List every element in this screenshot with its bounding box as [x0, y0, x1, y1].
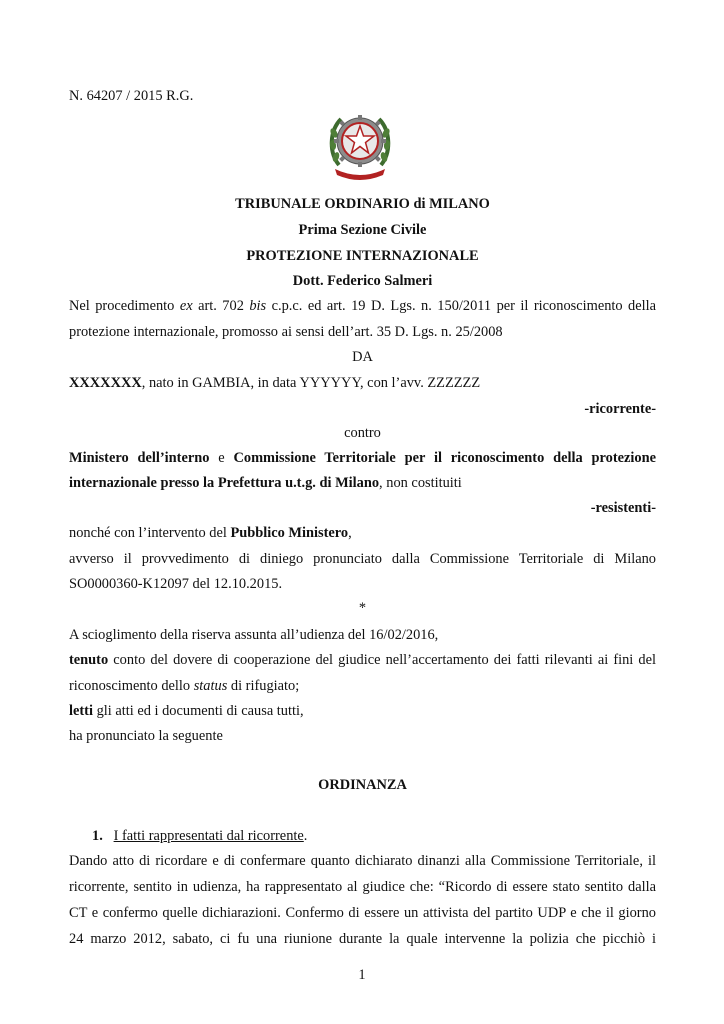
avverso-line-2: SO0000360-K12097 del 12.10.2015. — [69, 576, 283, 592]
avverso-line-1: avverso il provvedimento di diniego pronunciato dalla Commissione Territoriale di Milano — [69, 551, 656, 567]
proceeding-line-1: Nel procedimento ex art. 702 bis c.p.c. ed art. 19 D. Lgs. n. 150/2011 per il riconoscimento della — [69, 298, 657, 314]
tenuto-line-2: riconoscimento dello status di rifugiato; — [69, 678, 300, 694]
resistenti-line-1: Ministero dell’interno e Commissione Territoriale per il riconoscimento della protezione — [69, 450, 656, 466]
tenuto-line-1: tenuto conto del dovere di cooperazione del giudice nell’accertamento dei fatti rilevanti ai fini del — [69, 652, 656, 668]
ricorrente-role: -ricorrente- — [584, 401, 656, 417]
court-section: Prima Sezione Civile — [298, 222, 427, 238]
ricorrente-line: XXXXXXX, nato in GAMBIA, in data YYYYYY, con l’avv. ZZZZZZ — [69, 375, 481, 391]
pronunciato-line: ha pronunciato la seguente — [69, 728, 223, 744]
pm-line: nonché con l’intervento del Pubblico Ministero, — [69, 525, 352, 541]
resistenti-line-2: internazionale presso la Prefettura u.t.g. di Milano, non costituiti — [69, 475, 462, 491]
riserva-line: A scioglimento della riserva assunta all’udienza del 16/02/2016, — [69, 627, 439, 643]
da-label: DA — [352, 349, 373, 365]
emblem-repubblica-italiana-icon — [325, 103, 395, 183]
resistenti-role: -resistenti- — [590, 500, 656, 516]
proceeding-line-2: protezione internazionale, promosso ai sensi dell’art. 35 D. Lgs. n. 25/2008 — [69, 324, 503, 340]
court-subject: PROTEZIONE INTERNAZIONALE — [246, 248, 479, 264]
body-line-1: Dando atto di ricordare e di confermare quanto dichiarato dinanzi alla Commissione Territoriale, il — [69, 853, 656, 869]
ordinanza-heading: ORDINANZA — [318, 777, 407, 793]
section-1-heading: 1. I fatti rappresentati dal ricorrente. — [92, 828, 308, 844]
separator: * — [358, 600, 367, 616]
doc-number: N. 64207 / 2015 R.G. — [69, 88, 194, 104]
judge-name: Dott. Federico Salmeri — [292, 273, 433, 289]
contro-label: contro — [344, 425, 381, 441]
letti-line: letti gli atti ed i documenti di causa tutti, — [69, 703, 304, 719]
body-line-4: 24 marzo 2012, sabato, ci fu una riunione durante la quale intervenne la polizia che picchiò i — [69, 931, 656, 947]
court-name: TRIBUNALE ORDINARIO di MILANO — [235, 196, 490, 212]
body-line-3: CT e confermo quelle dichiarazioni. Confermo di essere un attivista del partito UDP e che il giorno — [69, 905, 656, 921]
body-line-2: ricorrente, sentito in udienza, ha rappresentato al giudice che: “Ricordo di essere stato sentito dalla — [69, 879, 656, 895]
page-number: 1 — [358, 967, 366, 983]
